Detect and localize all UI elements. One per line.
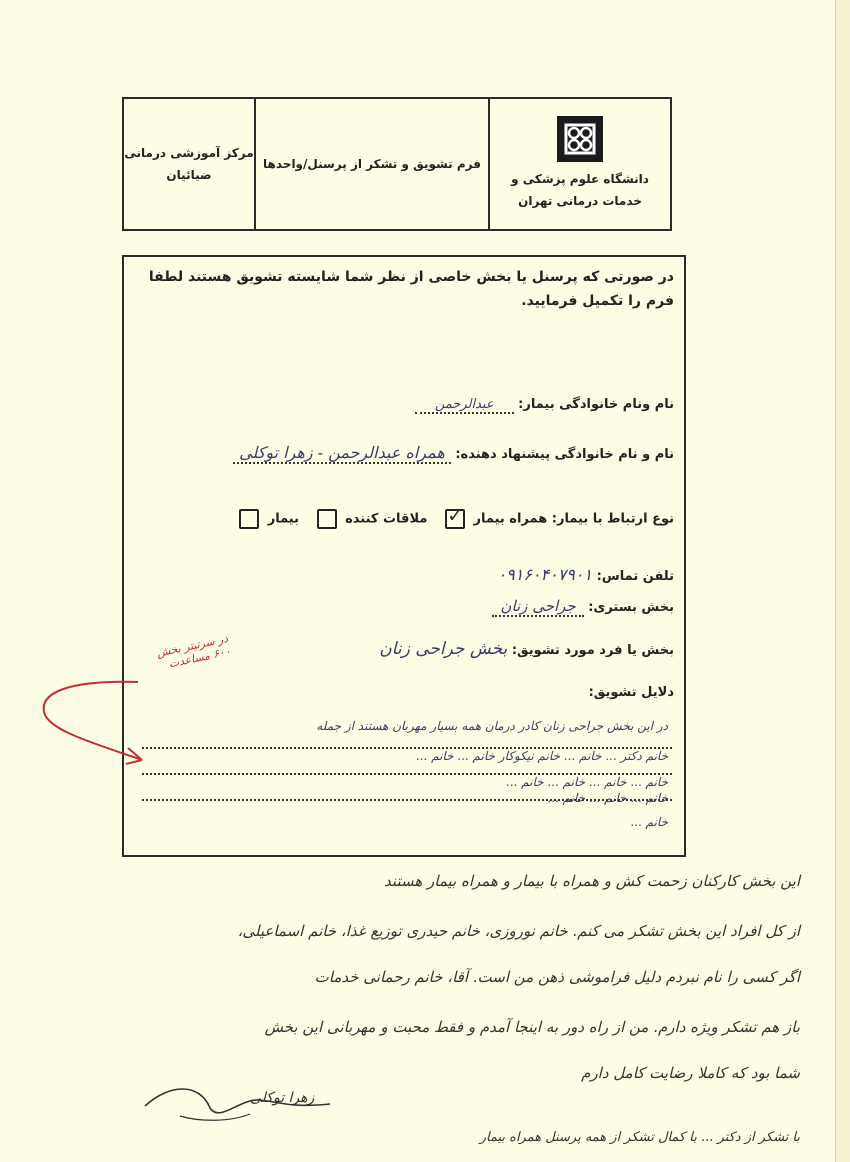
center-name-line2: ضیائیان (166, 168, 212, 182)
target-value[interactable]: بخش جراحی زنان (379, 639, 508, 659)
relation-companion-checkbox[interactable] (445, 509, 465, 529)
reason-line-5[interactable]: خانم ... (630, 815, 668, 829)
center-cell (124, 99, 256, 229)
bottom-note-1: این بخش کارکنان زحمت کش و همراه با بیمار و همراه بیمار هستند (384, 872, 800, 890)
patient-name-label: نام ونام خانوادگی بیمار: (518, 397, 674, 412)
bottom-note-3: اگر کسی را نام نبردم دلیل فراموشی ذهن من است. آقا، خانم رحمانی خدمات (314, 968, 800, 986)
form-title-cell (256, 99, 490, 229)
university-cell (490, 99, 670, 229)
form-intro: در صورتی که پرسنل یا بخش خاصی از نظر شما شایسته تشویق هستند لطفا فرم را تکمیل فرمایید. (148, 269, 674, 309)
proposer-row (233, 443, 674, 462)
bottom-note-2: از کل افراد این بخش تشکر می کنم. خانم نوروزی، خانم حیدری توزیع غذا، خانم اسماعیلی، (237, 922, 800, 940)
form-title: فرم تشویق و تشکر از پرسنل/واحدها (263, 157, 481, 171)
ward-row (492, 597, 674, 615)
phone-label: تلفن تماس: (596, 569, 674, 584)
university-name-line2: خدمات درمانی تهران (518, 194, 642, 208)
relation-visitor-checkbox[interactable] (317, 509, 337, 529)
red-arrow-icon (30, 672, 150, 772)
bottom-note-6: با تشکر از دکتر ... با کمال تشکر از همه پرسنل همراه بیمار (479, 1130, 800, 1145)
target-label: بخش یا فرد مورد تشویق: (511, 643, 674, 658)
relation-row (235, 509, 674, 529)
university-name-line1: دانشگاه علوم پزشکی و (511, 172, 649, 186)
patient-name-value[interactable]: عبدالرحمن (415, 397, 514, 414)
university-logo-icon (557, 116, 603, 162)
proposer-value[interactable]: همراه عبدالرحمن - زهرا توکلی (233, 443, 451, 464)
target-row (379, 639, 674, 659)
relation-visitor-label: ملاقات کننده (345, 511, 428, 527)
page-edge (835, 0, 850, 1162)
proposer-label: نام و نام خانوادگی پیشنهاد دهنده: (455, 447, 674, 462)
phone-row (498, 565, 674, 584)
reason-line-2[interactable]: خانم دکتر ... خانم ... خانم نیکوکار خانم ... خانم ... (415, 749, 668, 763)
form-header (122, 97, 672, 231)
bottom-note-5: شما بود که کاملا رضایت کامل دارم (581, 1064, 800, 1082)
signature-name: زهرا توکلی (250, 1090, 315, 1106)
bottom-note-4: باز هم تشکر ویژه دارم. من از راه دور به اینجا آمدم و فقط محبت و مهربانی این بخش (264, 1018, 800, 1036)
relation-label: نوع ارتباط با بیمار: (551, 511, 674, 527)
reason-line-3[interactable]: خانم ... خانم ... خانم ... خانم ... (505, 775, 668, 789)
patient-name-row (415, 397, 674, 412)
ward-value[interactable]: جراحی زنان (492, 597, 583, 617)
form-box (122, 255, 686, 857)
phone-value[interactable]: ۰۹۱۶۰۴۰۷۹۰۱ (497, 565, 593, 584)
margin-note: در سرتیتر بخش ۶۰۰ مساعدت (155, 631, 232, 671)
center-name-line1: مرکز آموزشی درمانی (124, 146, 254, 160)
relation-patient-checkbox[interactable] (239, 509, 259, 529)
reason-line-4[interactable]: خانم ... خانم ... خانم ... (547, 791, 668, 805)
relation-patient-label: بیمار (267, 511, 299, 527)
reasons-label: دلایل تشویق: (588, 685, 674, 700)
relation-companion-label: همراه بیمار (473, 511, 548, 527)
ward-label: بخش بستری: (588, 600, 674, 615)
reason-line-1[interactable]: در این بخش جراحی زنان کادر درمان همه بسیار مهربان هستند از جمله (316, 719, 668, 733)
